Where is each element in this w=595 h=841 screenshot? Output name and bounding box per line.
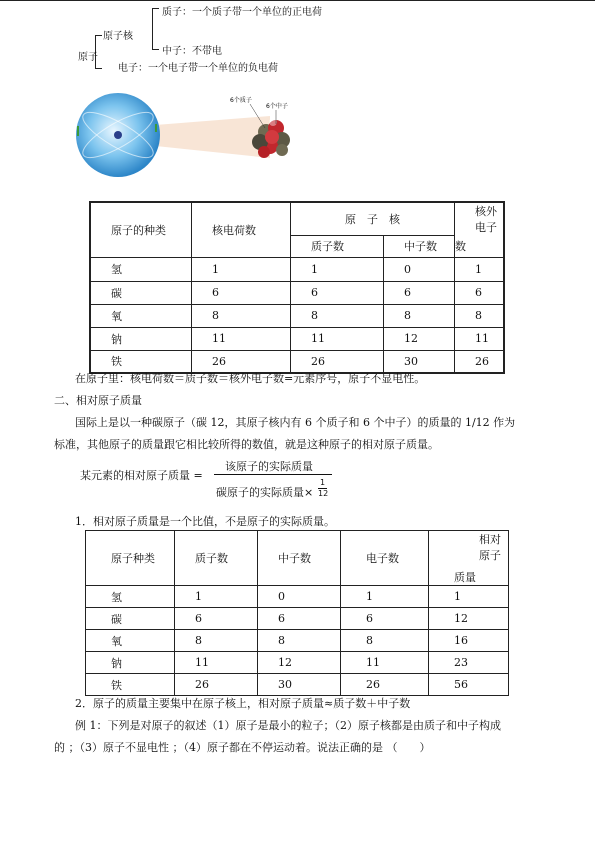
header-nuclear-charge: 核电荷数 [192, 202, 291, 257]
atom-illustration [70, 88, 300, 198]
formula-numerator: 该原子的实际质量 [225, 460, 313, 473]
formula-fraction-bar [214, 474, 332, 475]
atom-composition-table [89, 201, 505, 374]
example-1-line-2: 的 ；（3）原子不显电性 ；（4）原子都在不停运动着。说法正确的是 （ ） [54, 741, 431, 754]
formula-twelve: 12 [318, 489, 329, 498]
formula-denominator: 碳原子的实际质量× [216, 486, 314, 499]
header-proton-count: 质子数 [291, 235, 384, 257]
example-1-line-1: 例 1：下列是对原子的叙述（1）原子是最小的粒子；（2）原子核都是由质子和中子构成 [75, 719, 501, 732]
header-relative-mass: 相对原子 质量 [429, 531, 509, 586]
definition-paragraph-line-2: 标准，其他原子的质量跟它相比较所得的数值，就是这种原子的相对原子质量。 [54, 438, 439, 451]
section-heading-relative-mass: 二、相对原子质量 [54, 394, 142, 407]
note-2-mass-concentration: 2．原子的质量主要集中在原子核上，相对原子质量≈质子数＋中子数 [75, 697, 411, 710]
top-border-line [0, 0, 595, 1]
header-atom-kind: 原子种类 [86, 531, 175, 586]
header-electron-count: 电子数 [341, 531, 429, 586]
charge-equality-statement: 在原子里：核电荷数＝质子数＝核外电子数=元素序号，原子不显电性。 [75, 372, 426, 385]
electron-description: 电子：一个电子带一个单位的负电荷 [118, 63, 278, 74]
table-row: 铁 26 30 26 56 [86, 674, 509, 696]
table-row: 铁 26 26 30 26 [90, 350, 504, 373]
header-neutron-count: 中子数 [258, 531, 341, 586]
table-row: 钠 11 12 11 23 [86, 652, 509, 674]
header-outer-electron: 核外电子 [455, 202, 505, 235]
table-row: 氧 8 8 8 8 [90, 304, 504, 327]
definition-paragraph-line-1: 国际上是以一种碳原子（碳 12，其原子核内有 6 个质子和 6 个中子）的质量的 1/12 作为 [75, 416, 516, 429]
neutron-description: 中子：不带电 [162, 46, 222, 57]
nucleus-dot [114, 131, 122, 139]
header-nucleus: 原 子 核 [291, 202, 455, 235]
header-proton-count: 质子数 [175, 531, 258, 586]
proton-description: 质子：一个质子带一个单位的正电荷 [162, 7, 322, 18]
header-outer-electron-suffix: 数 [455, 235, 505, 257]
relative-atomic-mass-table [85, 530, 509, 696]
header-neutron-count: 中子数 [384, 235, 455, 257]
note-1-ratio: 1．相对原子质量是一个比值，不是原子的实际质量。 [75, 515, 335, 528]
proton-count-label: 6个质子 [230, 97, 252, 104]
table-row: 氧 8 8 8 16 [86, 630, 509, 652]
table-row: 氢 1 1 0 1 [90, 257, 504, 281]
table-row: 氢 1 0 1 1 [86, 586, 509, 608]
nucleus-label: 原子核 [103, 31, 133, 42]
table-row: 碳 6 6 6 6 [90, 281, 504, 304]
atom-label: 原子 [78, 52, 98, 63]
neutron-count-label: 6个中子 [266, 103, 288, 110]
header-atom-kind: 原子的种类 [90, 202, 192, 257]
formula-one: 1 [320, 478, 326, 487]
nucleus-brace [152, 8, 159, 50]
table-row: 碳 6 6 6 12 [86, 608, 509, 630]
formula-lhs: 某元素的相对原子质量 = [80, 469, 203, 482]
table-row: 钠 11 11 12 11 [90, 327, 504, 350]
